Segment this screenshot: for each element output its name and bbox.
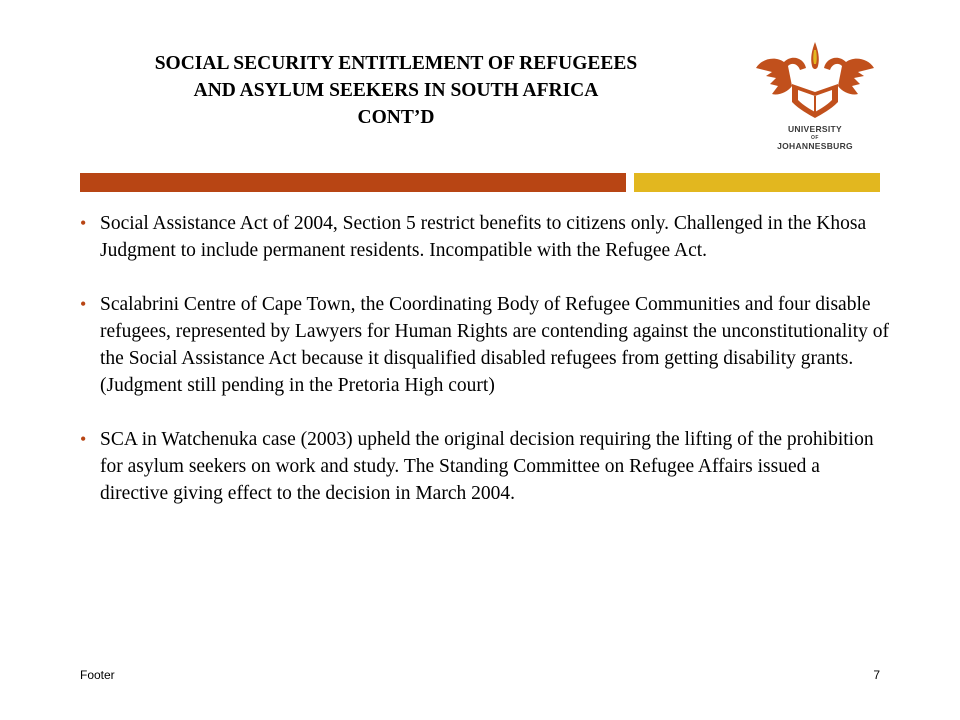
title-line-1: SOCIAL SECURITY ENTITLEMENT OF REFUGEEES	[154, 53, 638, 74]
title-divider-orange	[80, 173, 626, 192]
list-item	[80, 291, 890, 399]
title-line-2: AND ASYLUM SEEKERS IN SOUTH AFRICA	[193, 80, 599, 101]
uj-bird-emblem-icon	[748, 40, 882, 122]
bullet-icon: •	[80, 213, 87, 233]
title-divider-gold	[634, 173, 880, 192]
bullet-icon: •	[80, 429, 87, 449]
title-line-3: CONT’D	[357, 107, 435, 128]
list-item	[80, 426, 890, 507]
logo-line-university: UNIVERSITY	[787, 124, 842, 134]
list-item	[80, 210, 890, 264]
bullet-text: Social Assistance Act of 2004, Section 5 restrict benefits to citizens only. Challenged in the Khosa Judgment to include permanent residents. Incompatible with the Refugee Act.	[100, 213, 867, 261]
bullet-text: SCA in Watchenuka case (2003) upheld the original decision requiring the lifting of the prohibition for asylum seekers on work and study. The Standing Committee on Refugee Affairs issued a directive giving effect to the decision in March 2004.	[100, 429, 874, 504]
bullet-text: Scalabrini Centre of Cape Town, the Coordinating Body of Refugee Communities and four disable refugees, represented by Lawyers for Human Rights are contending against the unconstitutionality of the Social Assistance Act because it disqualified disabled refugees from getting disability grants. (Judgment still pending in the Pretoria High court)	[100, 294, 889, 396]
slide-title	[80, 50, 712, 131]
logo-line-johannesburg: JOHANNESBURG	[777, 141, 853, 151]
university-logo	[748, 40, 882, 156]
footer-text: Footer	[80, 668, 115, 682]
logo-line-of: OF	[811, 135, 819, 141]
bullet-icon: •	[80, 294, 87, 314]
page-number: 7	[873, 668, 880, 682]
bullet-list	[80, 210, 890, 534]
